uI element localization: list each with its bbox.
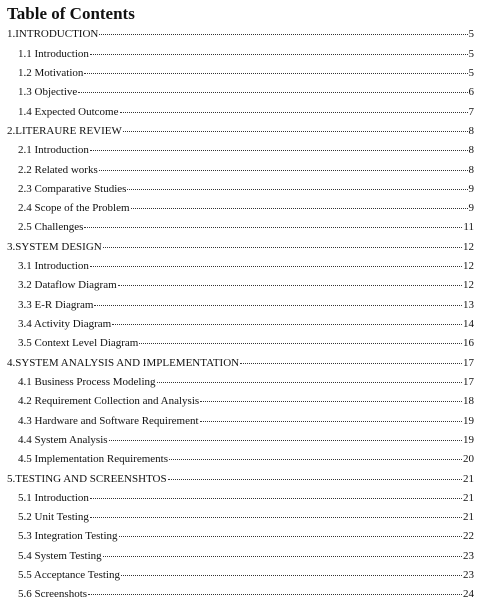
toc-entry-page-number: 16: [463, 337, 474, 350]
dot-leader: [84, 73, 467, 74]
toc-section-entry[interactable]: [0, 315, 500, 334]
toc-entry-label: 3.1 Introduction: [18, 260, 89, 273]
toc-entry-page-number: 5: [468, 66, 474, 79]
dot-leader: [121, 575, 462, 576]
toc-entry-row: [18, 221, 474, 234]
toc-section-entry[interactable]: [0, 527, 500, 546]
toc-entry-label: 2.LITERAURE REVIEW: [7, 124, 122, 137]
toc-entry-page-number: 14: [463, 318, 474, 330]
dot-leader: [168, 479, 462, 480]
toc-entry-label: 5.2 Unit Testing: [18, 511, 89, 524]
toc-entry-label: 1.3 Objective: [18, 86, 78, 99]
toc-entry-row: [7, 28, 474, 41]
toc-entry-row: [18, 337, 474, 350]
toc-section-entry[interactable]: [0, 392, 500, 411]
toc-section-entry[interactable]: [0, 546, 500, 565]
toc-section-entry[interactable]: [0, 566, 500, 585]
toc-entry-row: [18, 318, 474, 331]
toc-entry-page-number: 19: [463, 433, 474, 446]
toc-entry-page-number: 8: [468, 163, 474, 176]
toc-entry-row: [7, 357, 474, 370]
toc-chapter-entry[interactable]: [0, 469, 500, 488]
dot-leader: [240, 363, 462, 364]
toc-section-entry[interactable]: [0, 218, 500, 237]
toc-entry-page-number: 21: [463, 472, 474, 485]
toc-section-entry[interactable]: [0, 180, 500, 199]
toc-entry-label: 2.3 Comparative Studies: [18, 182, 127, 195]
toc-entry-row: [18, 569, 474, 582]
dot-leader: [131, 208, 468, 209]
dot-leader: [99, 34, 467, 35]
toc-title: Table of Contents: [7, 4, 135, 23]
dot-leader: [94, 305, 462, 306]
toc-entry-row: [7, 473, 474, 486]
dot-leader: [90, 498, 462, 499]
toc-entry-row: [18, 144, 474, 157]
toc-section-entry[interactable]: [0, 373, 500, 392]
dot-leader: [90, 54, 468, 55]
toc-entry-row: [18, 492, 474, 505]
toc-entry-label: 2.4 Scope of the Problem: [18, 202, 130, 215]
toc-entry-label: 5.4 System Testing: [18, 549, 102, 562]
toc-section-entry[interactable]: [0, 334, 500, 353]
toc-entry-page-number: 23: [463, 569, 474, 582]
dot-leader: [90, 150, 468, 151]
toc-entry-page-number: 24: [463, 588, 474, 601]
dot-leader: [99, 170, 468, 171]
toc-section-entry[interactable]: [0, 199, 500, 218]
toc-entry-row: [18, 434, 474, 447]
toc-entry-page-number: 5: [468, 47, 474, 60]
toc-chapter-entry[interactable]: [0, 25, 500, 44]
toc-entry-page-number: 6: [468, 86, 474, 99]
toc-section-entry[interactable]: [0, 160, 500, 179]
toc-entry-page-number: 21: [463, 511, 474, 524]
toc-entry-label: 1.INTRODUCTION: [7, 28, 99, 41]
dot-leader: [103, 556, 462, 557]
toc-entry-label: 4.2 Requirement Collection and Analysis: [18, 395, 200, 408]
toc-entry-row: [18, 415, 474, 428]
toc-entry-row: [18, 550, 474, 563]
dot-leader: [118, 285, 462, 286]
toc-section-entry[interactable]: [0, 585, 500, 604]
dot-leader: [90, 266, 462, 267]
toc-entry-page-number: 7: [468, 105, 474, 118]
toc-section-entry[interactable]: [0, 276, 500, 295]
toc-entry-page-number: 23: [463, 549, 474, 562]
dot-leader: [139, 343, 462, 344]
toc-entry-label: 2.2 Related works: [18, 163, 98, 176]
toc-entry-row: [18, 106, 474, 119]
toc-entry-label: 3.3 E-R Diagram: [18, 298, 94, 311]
toc-entry-row: [18, 588, 474, 601]
toc-entry-page-number: 12: [463, 279, 474, 292]
dot-leader: [109, 440, 462, 441]
toc-section-entry[interactable]: [0, 431, 500, 450]
toc-entry-row: [7, 241, 474, 254]
toc-entry-row: [18, 164, 474, 177]
dot-leader: [120, 112, 468, 113]
dot-leader: [169, 459, 462, 460]
toc-entry-label: 1.1 Introduction: [18, 47, 89, 60]
toc-section-entry[interactable]: [0, 141, 500, 160]
dot-leader: [88, 594, 462, 595]
toc-entry-page-number: 12: [463, 260, 474, 273]
toc-entry-page-number: 9: [468, 202, 474, 215]
toc-entry-label: 3.4 Activity Diagram: [18, 318, 112, 330]
toc-entry-page-number: 13: [463, 298, 474, 311]
toc-entry-row: [18, 511, 474, 524]
toc-entry-label: 3.2 Dataflow Diagram: [18, 279, 117, 292]
toc-entry-page-number: 21: [463, 491, 474, 504]
toc-entry-label: 2.5 Challenges: [18, 221, 84, 234]
toc-entry-label: 1.2 Motivation: [18, 66, 84, 79]
toc-entry-page-number: 17: [463, 375, 474, 388]
toc-section-entry[interactable]: [0, 83, 500, 102]
toc-section-entry[interactable]: [0, 44, 500, 63]
dot-leader: [200, 401, 462, 402]
toc-entry-label: 4.SYSTEM ANALYSIS AND IMPLEMENTATION: [7, 356, 240, 369]
toc-entry-page-number: 11: [463, 221, 474, 234]
toc-entry-label: 1.4 Expected Outcome: [18, 105, 119, 118]
toc-section-entry[interactable]: [0, 257, 500, 276]
toc-chapter-entry[interactable]: [0, 353, 500, 372]
dot-leader: [127, 189, 467, 190]
toc-entry-page-number: 9: [468, 182, 474, 195]
toc-entry-label: 3.5 Context Level Diagram: [18, 337, 139, 350]
toc-entry-label: 4.3 Hardware and Software Requirement: [18, 414, 199, 427]
toc-section-entry[interactable]: [0, 489, 500, 508]
toc-section-entry[interactable]: [0, 64, 500, 83]
toc-section-entry[interactable]: [0, 411, 500, 430]
toc-entry-row: [18, 260, 474, 273]
toc-section-entry[interactable]: [0, 102, 500, 121]
toc-chapter-entry[interactable]: [0, 122, 500, 141]
toc-entry-page-number: 12: [463, 240, 474, 253]
toc-entry-row: [18, 279, 474, 292]
dot-leader: [200, 421, 462, 422]
toc-entry-row: [18, 183, 474, 196]
toc-entry-row: [18, 395, 474, 408]
dot-leader: [112, 324, 462, 325]
dot-leader: [157, 382, 463, 383]
toc-entry-row: [18, 48, 474, 61]
toc-entry-row: [18, 299, 474, 312]
dot-leader: [84, 227, 462, 228]
toc-entry-label: 5.3 Integration Testing: [18, 530, 118, 543]
toc-entry-page-number: 19: [463, 414, 474, 427]
toc-entry-label: 5.5 Acceptance Testing: [18, 569, 120, 582]
dot-leader: [78, 92, 467, 93]
toc-entry-row: [18, 67, 474, 80]
dot-leader: [90, 517, 462, 518]
toc-entry-label: 4.1 Business Process Modeling: [18, 375, 156, 388]
toc-entry-label: 4.4 System Analysis: [18, 433, 108, 446]
toc-entry-page-number: 8: [468, 124, 474, 137]
toc-entry-label: 4.5 Implementation Requirements: [18, 453, 168, 466]
toc-entry-row: [18, 376, 474, 389]
toc-entry-label: 5.TESTING AND SCREENSHTOS: [7, 472, 167, 485]
toc-entry-row: [18, 453, 474, 466]
toc-entry-label: 2.1 Introduction: [18, 144, 89, 157]
toc-list: [0, 25, 500, 604]
toc-entry-row: [18, 202, 474, 215]
toc-entry-page-number: 17: [463, 356, 474, 369]
toc-entry-page-number: 8: [468, 144, 474, 157]
toc-chapter-entry[interactable]: [0, 237, 500, 256]
toc-entry-row: [18, 86, 474, 99]
dot-leader: [103, 247, 462, 248]
toc-entry-row: [18, 530, 474, 543]
toc-section-entry[interactable]: [0, 450, 500, 469]
toc-entry-row: [7, 125, 474, 138]
toc-entry-page-number: 18: [463, 395, 474, 408]
dot-leader: [119, 536, 462, 537]
toc-entry-label: 3.SYSTEM DESIGN: [7, 240, 102, 253]
dot-leader: [123, 131, 468, 132]
toc-entry-page-number: 5: [468, 28, 474, 41]
toc-entry-page-number: 22: [463, 530, 474, 543]
toc-section-entry[interactable]: [0, 508, 500, 527]
toc-entry-label: 5.1 Introduction: [18, 491, 89, 504]
toc-entry-label: 5.6 Screenshots: [18, 588, 88, 601]
toc-entry-page-number: 20: [463, 453, 474, 466]
toc-section-entry[interactable]: [0, 295, 500, 314]
